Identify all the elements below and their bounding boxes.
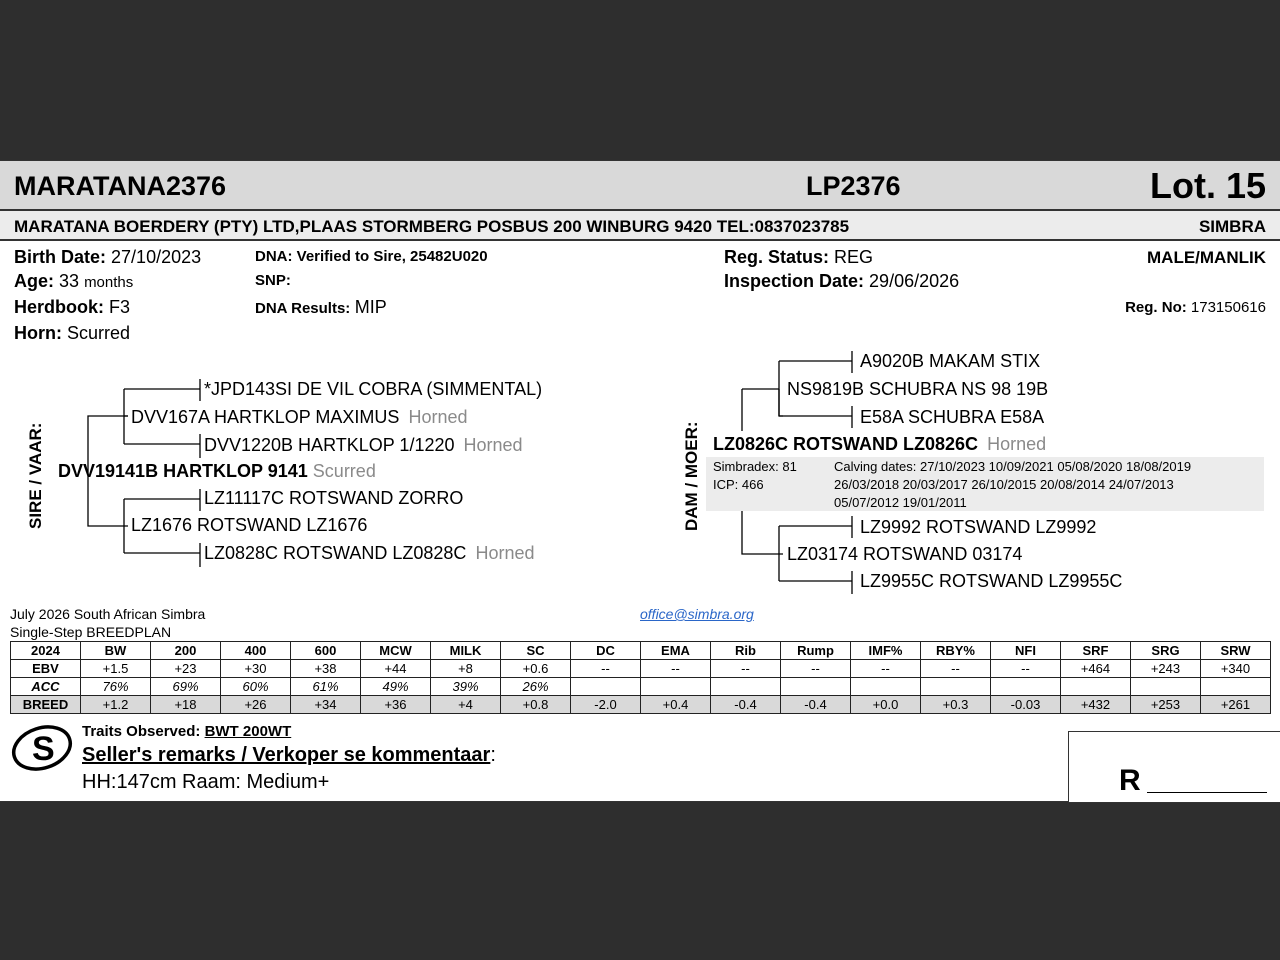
ebv-cell: +8 [431,660,501,678]
acc-cell [641,678,711,696]
ebv-cell: +30 [221,660,291,678]
icp: ICP: 466 [713,477,764,492]
lot-number: Lot. 15 [1149,165,1266,206]
ebv-cell: EBV [11,660,81,678]
ebv-header-cell: BW [81,642,151,660]
ebv-cell: -- [781,660,851,678]
birth-date-value: 27/10/2023 [111,247,202,267]
ebv-row [11,660,1271,678]
sire-side-label: SIRE / VAAR: [26,422,45,529]
ebv-cell: +44 [361,660,431,678]
calving-dates-1: Calving dates: 27/10/2023 10/09/2021 05/08/2020 18/08/2019 [834,459,1192,474]
dna-verification: DNA: Verified to Sire, 25482U020 [255,248,488,265]
acc-cell [991,678,1061,696]
horn-value: Scurred [67,323,131,343]
ebv-cell: -- [711,660,781,678]
svg-text:S: S [32,730,55,768]
breed-name: SIMBRA [1198,217,1266,236]
acc-cell: 26% [501,678,571,696]
calving-dates-2: 26/03/2018 20/03/2017 26/10/2015 20/08/2014 24/07/2013 [834,477,1174,492]
acc-cell: 76% [81,678,151,696]
ebv-header-cell: SRG [1131,642,1201,660]
sire-sire-dam [204,435,523,456]
sire-sire-name: DVV167A HARTKLOP MAXIMUS [131,407,400,427]
office-email-link[interactable]: office@simbra.org [640,606,754,622]
breed-cell: -0.4 [781,696,851,714]
dam-name: LZ0826C ROTSWAND LZ0826C [713,434,979,454]
breed-row [11,696,1271,714]
age-unit: months [84,274,134,291]
ebv-header-cell: IMF% [851,642,921,660]
seller-remarks-colon: : [490,744,496,766]
sire-sire-sire: *JPD143SI DE VIL COBRA (SIMMENTAL) [204,379,543,399]
acc-cell: 60% [221,678,291,696]
acc-cell [781,678,851,696]
signature-line[interactable] [1147,792,1267,793]
acc-cell: ACC [11,678,81,696]
acc-cell [571,678,641,696]
sire-dam-sire: LZ11117C ROTSWAND ZORRO [204,488,464,508]
sire-dam-dam-name: LZ0828C ROTSWAND LZ0828C [204,543,467,563]
ebv-cell: -- [641,660,711,678]
ebv-cell: +340 [1201,660,1271,678]
ebv-cell: +38 [291,660,361,678]
sire-sire-horn: Horned [408,407,468,427]
ebv-header-cell: Rump [781,642,851,660]
breedplan-subtitle: Single-Step BREEDPLAN [10,624,172,640]
ebv-header-row [11,642,1271,660]
ebv-header-cell: SRF [1061,642,1131,660]
ebv-header-cell: MCW [361,642,431,660]
breeder-info: MARATANA BOERDERY (PTY) LTD,PLAAS STORMBERG POSBUS 200 WINBURG 9420 TEL:0837023785 [14,217,850,236]
breed-cell: -0.03 [991,696,1061,714]
dam-dam-dam: LZ9955C ROTSWAND LZ9955C [860,571,1123,591]
seller-remarks-label: Seller's remarks / Verkoper se kommentaar [82,744,491,766]
reg-status-label: Reg. Status: [724,247,830,267]
simbradex: Simbradex: 81 [713,459,797,474]
acc-cell [921,678,991,696]
sire-dam-dam [204,543,535,564]
ebv-header-cell: 400 [221,642,291,660]
ebv-cell: -- [571,660,641,678]
acc-cell [851,678,921,696]
traits-label: Traits Observed: [82,723,201,740]
dna-results-label: DNA Results: [255,300,351,317]
reg-number-value: 173150616 [1190,299,1266,316]
sire-sire-dam-horn: Horned [463,435,523,455]
sire-dam: LZ1676 ROTSWAND LZ1676 [131,515,368,535]
breed-cell: +0.4 [641,696,711,714]
breed-cell: +34 [291,696,361,714]
ebv-cell: +0.6 [501,660,571,678]
acc-cell: 39% [431,678,501,696]
dam-dam-sire: LZ9992 ROTSWAND LZ9992 [860,517,1097,537]
ebv-cell: +1.5 [81,660,151,678]
breedplan-title: July 2026 South African Simbra [10,606,206,622]
sire-horn: Scurred [312,461,376,481]
ebv-header-cell: MILK [431,642,501,660]
reg-number-label: Reg. No: [1125,299,1187,316]
birth-date-label: Birth Date: [14,247,107,267]
age-value: 33 [59,271,80,291]
breed-cell: +253 [1131,696,1201,714]
acc-cell: 49% [361,678,431,696]
breed-cell: +0.8 [501,696,571,714]
ebv-header-cell: 200 [151,642,221,660]
ebv-header-cell: SRW [1201,642,1271,660]
dam-dam: LZ03174 ROTSWAND 03174 [787,544,1023,564]
breed-cell: BREED [11,696,81,714]
seller-remarks-value: HH:147cm Raam: Medium+ [82,771,330,793]
breed-cell: +0.0 [851,696,921,714]
inspection-value: 29/06/2026 [869,271,960,291]
lp-number: LP2376 [806,171,901,201]
ebv-header-cell: NFI [991,642,1061,660]
ebv-header-cell: RBY% [921,642,991,660]
traits-value: BWT 200WT [204,723,292,740]
dam [713,434,1046,455]
ebv-table [10,641,1271,714]
horn-label: Horn: [14,323,62,343]
dam-sire-sire: A9020B MAKAM STIX [860,351,1041,371]
sex: MALE/MANLIK [1147,248,1266,267]
herdbook-label: Herdbook: [14,297,104,317]
sire-dam-dam-horn: Horned [475,543,535,563]
dna-results-value: MIP [354,297,387,317]
breed-cell: +36 [361,696,431,714]
ebv-header-cell: 2024 [11,642,81,660]
simbra-logo [10,723,76,773]
signature-label: R [1119,764,1141,797]
dam-sire: NS9819B SCHUBRA NS 98 19B [787,379,1049,399]
breed-cell: -0.4 [711,696,781,714]
reg-status-value: REG [834,247,874,267]
ebv-cell: +464 [1061,660,1131,678]
traits-observed [82,723,291,740]
ebv-cell: +243 [1131,660,1201,678]
sire-sire [131,407,468,428]
sire-sire-dam-name: DVV1220B HARTKLOP 1/1220 [204,435,455,455]
ebv-cell: -- [921,660,991,678]
acc-cell [1201,678,1271,696]
ebv-header-cell: DC [571,642,641,660]
signature-box [1068,731,1280,803]
acc-cell [711,678,781,696]
inspection-label: Inspection Date: [724,271,865,291]
seller-remarks-heading [82,744,496,767]
breed-cell: +26 [221,696,291,714]
dam-sire-dam: E58A SCHUBRA E58A [860,407,1045,427]
ebv-cell: -- [851,660,921,678]
age-label: Age: [14,271,54,291]
sire [58,461,376,482]
acc-cell: 69% [151,678,221,696]
animal-id: MARATANA2376 [14,171,227,201]
ebv-header-cell: SC [501,642,571,660]
ebv-header-cell: EMA [641,642,711,660]
ebv-cell: +23 [151,660,221,678]
sire-name: DVV19141B HARTKLOP 9141 [58,461,308,481]
breed-cell: +0.3 [921,696,991,714]
acc-cell: 61% [291,678,361,696]
herdbook-value: F3 [109,297,131,317]
ebv-header-cell: 600 [291,642,361,660]
breed-cell: +4 [431,696,501,714]
breed-cell: +18 [151,696,221,714]
dam-side-label: DAM / MOER: [682,421,701,531]
ebv-header-cell: Rib [711,642,781,660]
acc-row [11,678,1271,696]
acc-cell [1131,678,1201,696]
breed-cell: +1.2 [81,696,151,714]
snp-label: SNP: [255,272,291,289]
breed-cell: -2.0 [571,696,641,714]
acc-cell [1061,678,1131,696]
breed-cell: +432 [1061,696,1131,714]
calving-dates-3: 05/07/2012 19/01/2011 [834,495,967,510]
dam-horn: Horned [987,434,1047,454]
ebv-cell: -- [991,660,1061,678]
lot-card [0,160,1280,802]
breed-cell: +261 [1201,696,1271,714]
